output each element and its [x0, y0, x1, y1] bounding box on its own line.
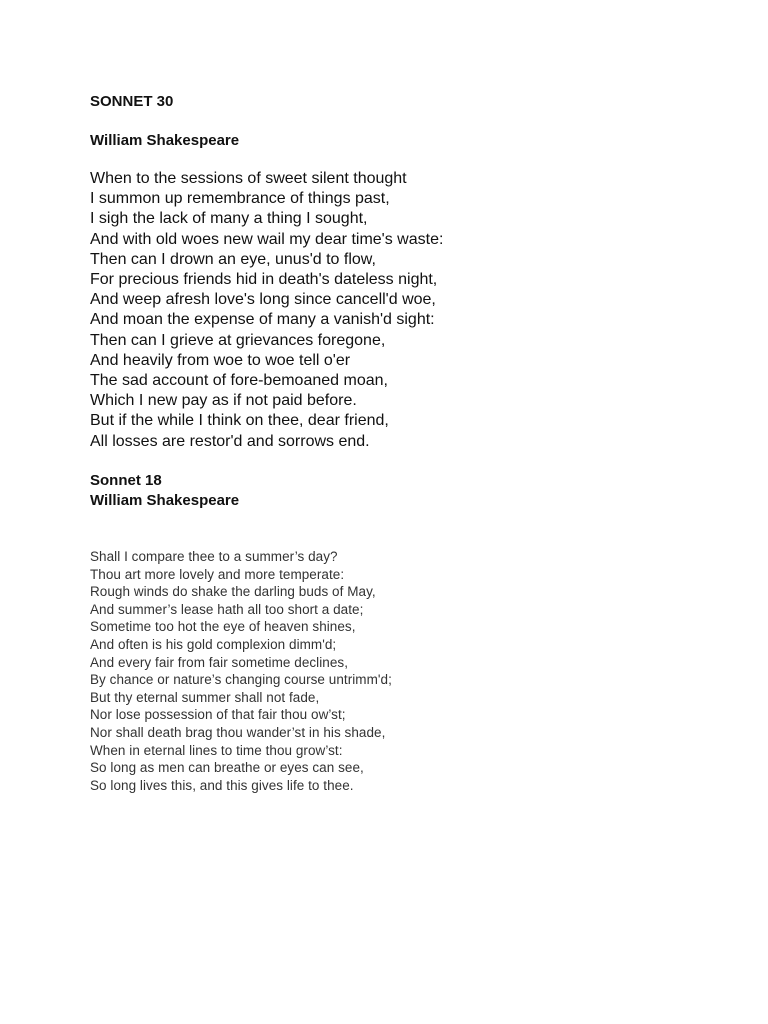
poem-line: Then can I grieve at grievances foregone, — [90, 331, 386, 349]
sonnet-30-body — [90, 169, 443, 452]
sonnet-18-body — [90, 548, 392, 794]
poem-line: And summer’s lease hath all too short a date; — [90, 601, 364, 617]
sonnet-30-title: SONNET 30 — [90, 93, 174, 110]
poem-line: But if the while I think on thee, dear friend, — [90, 412, 389, 430]
poem-line: Nor lose possession of that fair thou ow’st; — [90, 707, 346, 723]
poem-line: And moan the expense of many a vanish'd sight: — [90, 311, 435, 329]
poem-line: And often is his gold complexion dimm'd; — [90, 636, 337, 652]
poem-line: And every fair from fair sometime declines, — [90, 654, 348, 670]
sonnet-18-author: William Shakespeare — [90, 492, 240, 509]
poem-line: And weep afresh love's long since cancell'd woe, — [90, 291, 436, 309]
poem-line: And heavily from woe to woe tell o'er — [90, 351, 351, 369]
document-page — [90, 0, 710, 1024]
poem-line: But thy eternal summer shall not fade, — [90, 689, 320, 705]
poem-line: Sometime too hot the eye of heaven shines, — [90, 619, 356, 635]
poem-line: Shall I compare thee to a summer’s day? — [90, 549, 338, 564]
poem-line: Thou art more lovely and more temperate: — [90, 566, 345, 582]
poem-line: When to the sessions of sweet silent thought — [90, 170, 407, 187]
poem-line: The sad account of fore-bemoaned moan, — [90, 372, 388, 390]
sonnet-30-author: William Shakespeare — [90, 132, 240, 149]
poem-line: I sigh the lack of many a thing I sought, — [90, 210, 368, 228]
poem-line: By chance or nature’s changing course untrimm'd; — [90, 672, 392, 688]
poem-line: Then can I drown an eye, unus'd to flow, — [90, 250, 376, 268]
poem-line: Nor shall death brag thou wander’st in his shade, — [90, 724, 386, 740]
poem-line: And with old woes new wail my dear time's waste: — [90, 230, 444, 248]
sonnet-18-title: Sonnet 18 — [90, 472, 162, 489]
poem-line: Which I new pay as if not paid before. — [90, 392, 357, 410]
poem-line: I summon up remembrance of things past, — [90, 190, 390, 208]
poem-line: So long as men can breathe or eyes can see, — [90, 760, 364, 776]
poem-line: Rough winds do shake the darling buds of May, — [90, 584, 376, 600]
poem-line: For precious friends hid in death's dateless night, — [90, 271, 438, 289]
poem-line: All losses are restor'd and sorrows end. — [90, 432, 370, 450]
poem-line: When in eternal lines to time thou grow’st: — [90, 742, 343, 758]
poem-line: So long lives this, and this gives life to thee. — [90, 777, 354, 793]
